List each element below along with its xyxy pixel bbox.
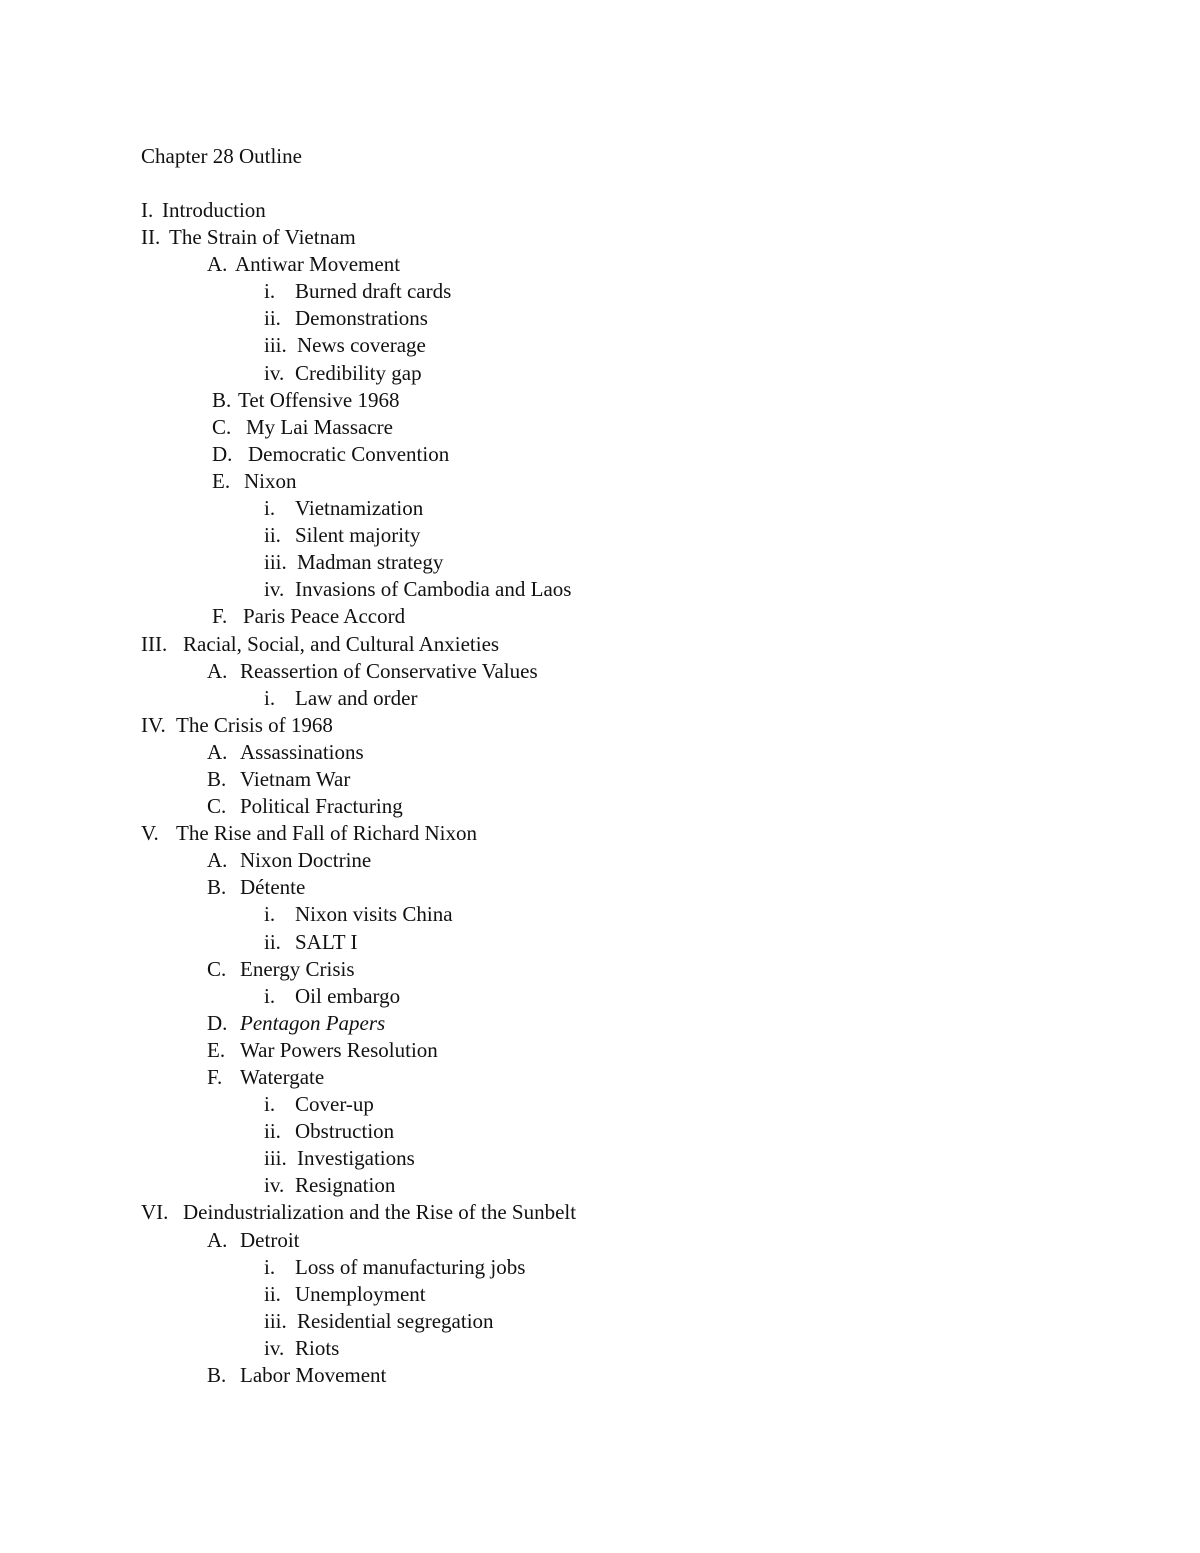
outline-marker: i.: [264, 1092, 276, 1117]
outline-text: News coverage: [297, 333, 426, 358]
outline-item-level-1: [0, 251, 1200, 278]
outline-marker: ii.: [264, 306, 281, 331]
outline-text: Nixon: [244, 468, 297, 493]
outline-item-level-1: [0, 658, 1200, 685]
outline-text: Assassinations: [240, 739, 364, 764]
outline-item-level-2: [0, 1308, 1200, 1335]
outline-item-level-2: [0, 495, 1200, 522]
outline-text: Obstruction: [295, 1119, 395, 1144]
outline-text: Invasions of Cambodia and Laos: [295, 577, 572, 602]
outline-marker: IV.: [141, 712, 166, 737]
outline-marker: III.: [141, 631, 168, 656]
outline-item-level-2: [0, 1172, 1200, 1199]
outline-marker: ii.: [264, 1119, 281, 1144]
outline-text: Vietnam War: [240, 766, 351, 791]
outline-item-level-2: [0, 901, 1200, 928]
outline-text: Antiwar Movement: [235, 252, 401, 277]
outline-marker: iv.: [264, 360, 285, 385]
outline-text: Watergate: [240, 1065, 325, 1089]
outline-marker: i.: [264, 496, 276, 521]
outline-text: Vietnamization: [295, 496, 424, 521]
outline-text: Detroit: [240, 1227, 300, 1252]
outline-marker: D.: [207, 1010, 228, 1035]
outline-item-level-2: [0, 360, 1200, 387]
outline-text: Deindustrialization and the Rise of the Sunbelt: [183, 1200, 577, 1225]
outline-marker: i.: [264, 1254, 276, 1279]
outline-item-level-2: [0, 1335, 1200, 1362]
outline-marker: A.: [207, 252, 228, 277]
outline-marker: iii.: [264, 333, 287, 358]
outline-item-level-1: [0, 766, 1200, 793]
outline-item-level-2: [0, 983, 1200, 1010]
outline-item-level-2: [0, 1145, 1200, 1172]
outline-item-level-0: [0, 712, 1200, 739]
outline-marker: iv.: [264, 1335, 285, 1360]
outline-item-level-2: [0, 929, 1200, 956]
outline-marker: II.: [141, 225, 161, 250]
outline-text: Racial, Social, and Cultural Anxieties: [183, 631, 500, 656]
outline-marker: i.: [264, 279, 276, 304]
outline-item-level-1: [0, 387, 1200, 414]
outline-text: Introduction: [162, 198, 266, 222]
outline-text: The Rise and Fall of Richard Nixon: [176, 821, 477, 846]
outline-item-level-0: [0, 197, 1200, 224]
outline-marker: A.: [207, 1227, 228, 1252]
outline-marker: iii.: [264, 550, 287, 575]
outline-marker: iv.: [264, 577, 285, 602]
outline-marker: A.: [207, 658, 228, 683]
outline-item-level-1: [0, 956, 1200, 983]
outline-marker: B.: [212, 387, 232, 412]
outline-text: Burned draft cards: [295, 279, 452, 304]
outline-item-level-1: [0, 414, 1200, 441]
outline-item-level-2: [0, 278, 1200, 305]
outline-item-level-1: [0, 874, 1200, 901]
outline-item-level-1: [0, 793, 1200, 820]
outline-list: [0, 197, 1200, 1389]
outline-item-level-2: [0, 305, 1200, 332]
outline-item-level-0: [0, 1199, 1200, 1226]
outline-marker: V.: [141, 821, 159, 846]
outline-item-level-1: [0, 739, 1200, 766]
outline-text: Investigations: [297, 1146, 415, 1171]
outline-marker: ii.: [264, 523, 281, 548]
outline-text: Political Fracturing: [240, 794, 403, 819]
outline-marker: B.: [207, 875, 227, 900]
outline-text: The Strain of Vietnam: [169, 225, 356, 250]
outline-marker: VI.: [141, 1200, 169, 1225]
outline-item-level-0: [0, 224, 1200, 251]
outline-item-level-1: [0, 441, 1200, 468]
outline-item-level-1: [0, 468, 1200, 495]
outline-text: Demonstrations: [295, 306, 428, 331]
outline-text: Oil embargo: [295, 983, 401, 1008]
outline-text: Reassertion of Conservative Values: [240, 658, 538, 683]
outline-item-level-2: [0, 1254, 1200, 1281]
outline-text: Nixon Doctrine: [240, 848, 372, 873]
outline-text: Silent majority: [295, 523, 421, 548]
outline-text: Nixon visits China: [295, 902, 453, 927]
page-title: Chapter 28 Outline: [141, 144, 302, 168]
outline-item-level-2: [0, 1091, 1200, 1118]
outline-text: Law and order: [295, 685, 418, 710]
outline-item-level-2: [0, 1118, 1200, 1145]
outline-text: Labor Movement: [240, 1363, 387, 1388]
outline-marker: C.: [207, 956, 227, 981]
outline-item-level-1: [0, 1362, 1200, 1389]
outline-marker: I.: [141, 198, 154, 222]
outline-text: Credibility gap: [295, 360, 422, 385]
outline-marker: B.: [207, 1363, 227, 1388]
outline-marker: i.: [264, 902, 276, 927]
outline-marker: iii.: [264, 1308, 287, 1333]
outline-marker: C.: [212, 414, 232, 439]
outline-marker: C.: [207, 794, 227, 819]
outline-text: Cover-up: [295, 1092, 374, 1117]
outline-marker: D.: [212, 441, 233, 466]
outline-item-level-2: [0, 332, 1200, 359]
outline-item-level-1: [0, 1037, 1200, 1064]
outline-item-level-1: [0, 603, 1200, 630]
outline-text: Democratic Convention: [248, 441, 450, 466]
outline-marker: F.: [207, 1065, 223, 1089]
outline-text: Paris Peace Accord: [243, 604, 406, 629]
outline-item-level-2: [0, 685, 1200, 712]
outline-text: My Lai Massacre: [246, 414, 393, 439]
outline-text: Tet Offensive 1968: [238, 387, 400, 412]
outline-item-level-0: [0, 820, 1200, 847]
outline-text: Loss of manufacturing jobs: [295, 1254, 526, 1279]
outline-text: Madman strategy: [297, 550, 444, 575]
outline-text: Residential segregation: [297, 1308, 494, 1333]
outline-text: Resignation: [295, 1173, 396, 1198]
outline-item-level-1: [0, 1010, 1200, 1037]
outline-text: Riots: [295, 1335, 340, 1360]
outline-text: War Powers Resolution: [240, 1037, 438, 1062]
outline-marker: F.: [212, 604, 228, 629]
outline-item-level-2: [0, 576, 1200, 603]
outline-marker: i.: [264, 685, 276, 710]
outline-item-level-0: [0, 631, 1200, 658]
outline-marker: ii.: [264, 1281, 281, 1306]
outline-marker: i.: [264, 983, 276, 1008]
outline-marker: B.: [207, 766, 227, 791]
outline-text: The Crisis of 1968: [176, 712, 333, 737]
outline-item-level-2: [0, 549, 1200, 576]
outline-marker: ii.: [264, 929, 281, 954]
outline-marker: E.: [207, 1037, 226, 1062]
outline-text: SALT I: [295, 929, 358, 954]
outline-item-level-1: [0, 847, 1200, 874]
outline-marker: iii.: [264, 1146, 287, 1171]
outline-marker: iv.: [264, 1173, 285, 1198]
outline-marker: E.: [212, 468, 231, 493]
outline-item-level-2: [0, 522, 1200, 549]
outline-text: Pentagon Papers: [240, 1010, 386, 1035]
outline-item-level-2: [0, 1281, 1200, 1308]
outline-text: Détente: [240, 875, 306, 900]
outline-item-level-1: [0, 1227, 1200, 1254]
outline-text: Unemployment: [295, 1281, 426, 1306]
outline-marker: A.: [207, 739, 228, 764]
outline-text: Energy Crisis: [240, 956, 355, 981]
outline-item-level-1: [0, 1064, 1200, 1091]
outline-marker: A.: [207, 848, 228, 873]
